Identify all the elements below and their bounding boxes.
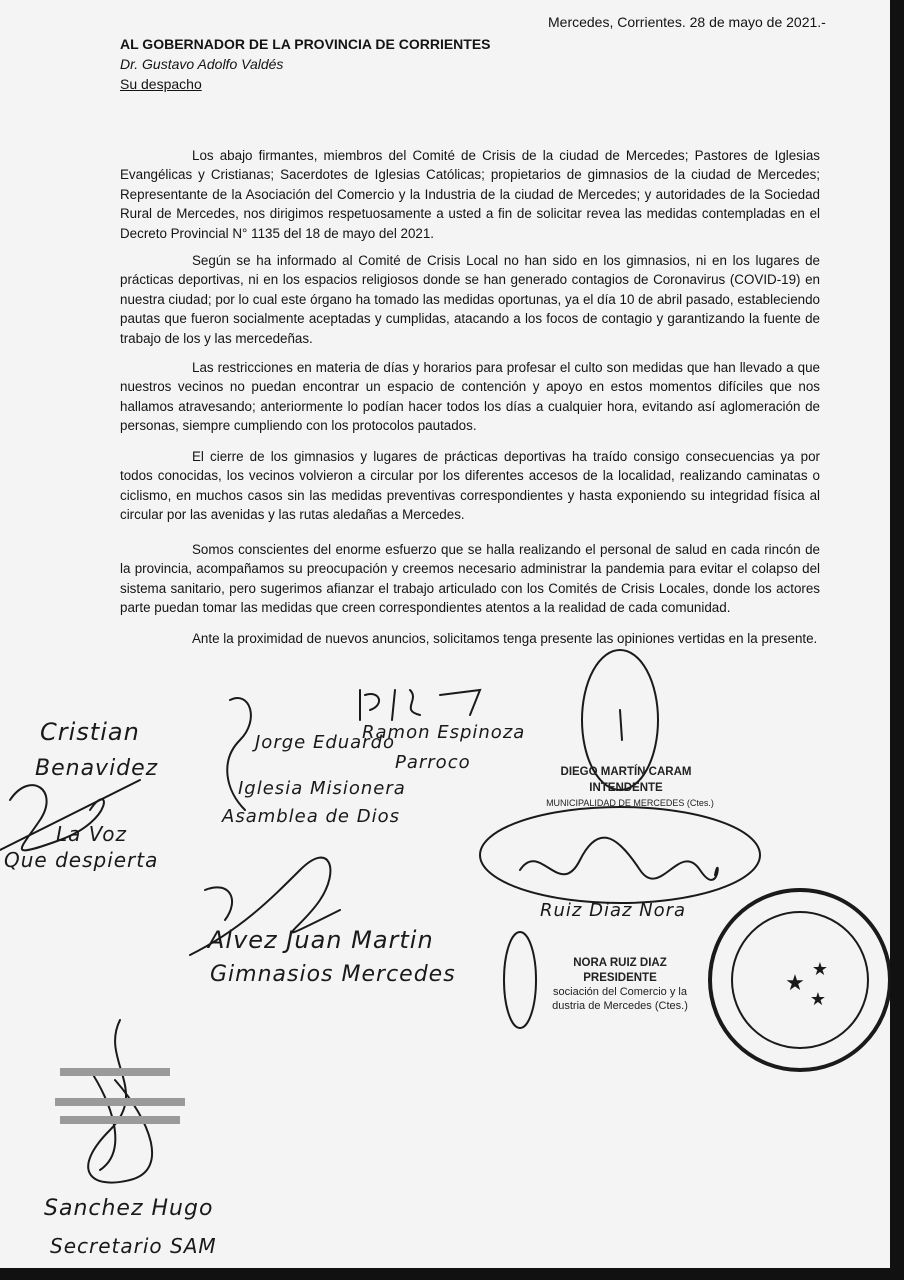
signature-cristian-line2: Benavidez — [35, 756, 159, 781]
signature-sanchez-line1: Sanchez Hugo — [44, 1196, 214, 1221]
signatory-caram-org: MUNICIPALIDAD DE MERCEDES (Ctes.) — [546, 798, 714, 808]
body-paragraph-4: El cierre de los gimnasios y lugares de prácticas deportivas ha traído consigo consecuencias ya por todos conocidas, los vecinos volvieron a circular por los diferentes accesos de la localidad, realizando caminatas o ciclismo, en muchos casos sin las medidas preventivas correspondientes y hasta exponiendo su integridad física al circular por las avenidas y las rutas aledañas a Mercedes. — [120, 449, 820, 523]
seal-stamp — [710, 890, 890, 1070]
signatory-nora-org2: dustria de Mercedes (Ctes.) — [552, 1000, 688, 1012]
signature-jorge-line1: Jorge Eduardo — [255, 732, 396, 753]
signature-caram-scribble — [520, 838, 718, 880]
body-paragraph-3: Las restricciones en materia de días y horarios para profesar el culto son medidas que han llevado a que nuestros vecinos no puedan encontrar un espacio de contención y apoyo en estos momentos difíciles que nos hallamos atravesando; anteriormente lo podían hacer todos los días a cualquier hora, evitando así aglomeración de personas, siempre cumpliendo con los protocolos pautados. — [120, 360, 820, 434]
signature-sanchez-line2: Secretario SAM — [50, 1234, 217, 1258]
recipient-title: AL GOBERNADOR DE LA PROVINCIA DE CORRIENTES — [120, 36, 491, 52]
svg-text:★: ★ — [785, 971, 805, 996]
recipient-office: Su despacho — [120, 76, 202, 92]
signatory-nora-name: NORA RUIZ DIAZ — [573, 957, 667, 969]
svg-text:★: ★ — [811, 959, 829, 980]
signature-ramon-scribble — [360, 690, 480, 720]
signatory-nora-role: PRESIDENTE — [583, 972, 657, 984]
signature-cristian-line3: La Voz — [56, 822, 127, 846]
signatory-nora-org1: sociación del Comercio y la — [553, 986, 687, 998]
body-paragraph-1: Los abajo firmantes, miembros del Comité de Crisis de la ciudad de Mercedes; Pastores de Iglesias Evangélicas y Cristianas; Sacerdotes de Iglesias Católicas; propietarios de gimnasios de la ciudad de Mercedes; Representante de la Asociación del Comercio y la Industria de la ciudad de Mercedes; y autoridades de la Sociedad Rural de Mercedes, nos dirigimos respetuosamente a usted a fin de solicitar revea las medidas contempladas en el Decreto Provincial N° 1135 del 18 de mayo del 2021. — [120, 148, 820, 241]
svg-text:★: ★ — [809, 989, 827, 1010]
recipient-name: Dr. Gustavo Adolfo Valdés — [120, 56, 284, 72]
signature-jorge-line3: Asamblea de Dios — [222, 806, 400, 827]
signature-cristian-line1: Cristian — [40, 718, 140, 746]
body-paragraph-2: Según se ha informado al Comité de Crisis Local no han sido en los gimnasios, ni en los lugares de prácticas deportivas, ni en los espacios religiosos donde se han generado contagios de Coronavirus (COVID-19) en nuestra ciudad; por lo cual este órgano ha tomado las medidas oportunas, ya el día 10 de abril pasado, estableciendo pautas que fueron socialmente aceptadas y cumplidas, atacando a los focos de contagio y garantizando la fuente de trabajo de los y las mercedeñas. — [120, 253, 820, 346]
signature-ramon-line2: Parroco — [395, 752, 471, 773]
signature-ramon-line1: Ramon Espinoza — [362, 722, 526, 743]
signature-alvez-line2: Gimnasios Mercedes — [210, 962, 456, 987]
signatory-caram-role: INTENDENTE — [589, 782, 663, 794]
body-paragraph-5: Somos conscientes del enorme esfuerzo que se halla realizando el personal de salud en cada rincón de la provincia, acompañamos su preocupación y creemos necesario administrar la pandemia para evitar el colapso del sistema sanitario, pero sugerimos afianzar el trabajo articulado con los Comités de Crisis Locales, donde los actores parte puedan tomar las medidas que creen correspondientes atentos a la realidad de cada comunidad. — [120, 542, 820, 616]
body-paragraph-6: Ante la proximidad de nuevos anuncios, solicitamos tenga presente las opiniones vertidas en la presente. — [192, 631, 818, 646]
signatory-caram-name: DIEGO MARTÍN CARAM — [560, 766, 692, 778]
signature-jorge-line2: Iglesia Misionera — [238, 778, 406, 799]
signature-caram-handwritten: Ruiz Diaz Nora — [540, 900, 687, 921]
signature-nora-oval — [504, 932, 536, 1028]
signature-alvez-line1: Alvez Juan Martin — [208, 926, 434, 954]
signature-cristian-line4: Que despierta — [4, 848, 159, 872]
date-line: Mercedes, Corrientes. 28 de mayo de 2021.- — [548, 14, 826, 30]
signature-caram-oval — [480, 807, 760, 903]
